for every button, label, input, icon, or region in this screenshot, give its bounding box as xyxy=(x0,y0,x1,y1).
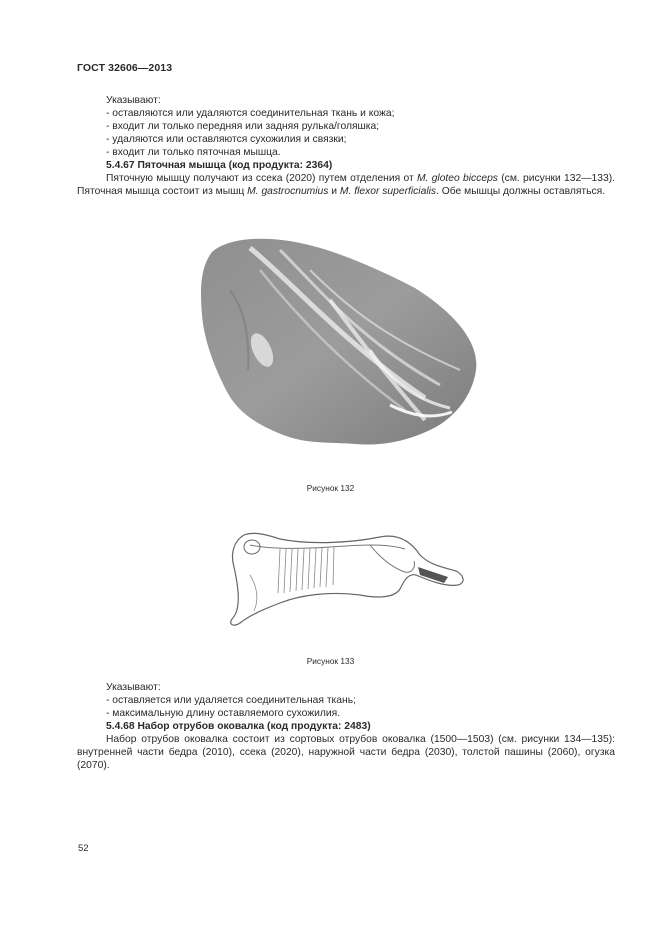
indicate-intro: Указывают: xyxy=(106,682,161,693)
muscle-name: M. flexor superficialis xyxy=(339,186,437,197)
section-heading-5-4-67: 5.4.67 Пяточная мышца (код продукта: 2364) xyxy=(106,160,333,171)
paragraph-text: . Обе мышцы должны оставляться. xyxy=(436,186,606,197)
figure-132-caption: Рисунок 132 xyxy=(306,483,355,493)
paragraph-text: (см. рисунки 132—133). Пяточная мышца состоит из мышц xyxy=(77,173,615,197)
list-item: - входит ли только передняя или задняя рулька/голяшка; xyxy=(106,121,380,132)
list-item: - максимальную длину оставляемого сухожилия. xyxy=(106,708,341,719)
muscle-name: M. gloteo bicceps xyxy=(416,173,498,184)
page-number: 52 xyxy=(78,843,89,854)
list-item: - оставляются или удаляются соединительная ткань и кожа; xyxy=(106,108,395,119)
document-header: ГОСТ 32606—2013 xyxy=(77,62,173,74)
list-item: - входит ли только пяточная мышца. xyxy=(106,147,281,158)
figure-133-carcass-diagram xyxy=(220,515,470,635)
section-heading-5-4-68: 5.4.68 Набор отрубов оковалка (код продукта: 2483) xyxy=(106,721,371,732)
section-5-4-67-paragraph xyxy=(77,172,615,198)
figure-132-meat-photo xyxy=(190,230,480,460)
paragraph-text: Пяточную мышцу получают из ссека (2020) путем отделения от xyxy=(106,173,417,184)
indicate-intro: Указывают: xyxy=(106,95,161,106)
figure-133-caption: Рисунок 133 xyxy=(306,656,355,666)
section-5-4-68-paragraph: Набор отрубов оковалка состоит из сортовых отрубов оковалка (1500—1503) (см. рисунки 134—135): внутренней части бедра (2010), ссека (2020), наружной части бедра (2030), толстой пашины (2060), огузка (2070). xyxy=(77,734,615,771)
muscle-name: M. gastrocnumius xyxy=(247,186,329,197)
list-item: - оставляется или удаляется соединительная ткань; xyxy=(106,695,356,706)
paragraph-text: и xyxy=(328,186,340,197)
list-item: - удаляются или оставляются сухожилия и связки; xyxy=(106,134,347,145)
